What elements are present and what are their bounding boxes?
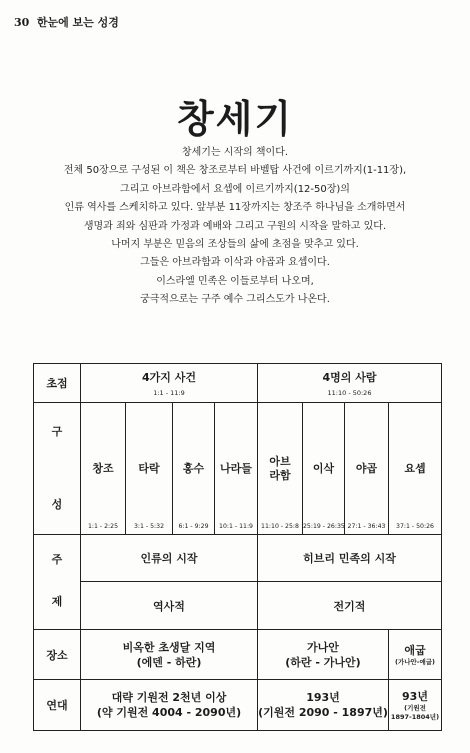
focus-row (34, 364, 442, 403)
event-ref: 6:1 - 9:29 (178, 523, 209, 530)
structure-row (34, 403, 442, 535)
intro-text (20, 144, 450, 310)
intro-line: 전체 50장으로 구성된 이 책은 창조로부터 바벨탑 사건에 이르기까지(1-11장), (63, 165, 407, 177)
theme-label-top: 주 (51, 553, 63, 566)
era-1-span: 대략 기원전 2천년 이상 (111, 691, 227, 704)
focus-people-title: 4명의 사람 (322, 371, 377, 384)
structure-label-top: 구 (51, 425, 63, 438)
person-ref: 11:10 - 25:8 (261, 523, 299, 530)
person-name: 야곱 (355, 461, 378, 475)
era-2-span: 193년 (306, 691, 340, 704)
focus-label: 초점 (34, 364, 81, 403)
era-3-span: 93년 (402, 689, 428, 703)
theme-right-1: 히브리 민족의 시작 (258, 535, 442, 582)
event-name: 홍수 (182, 461, 205, 475)
era-cell-2 (258, 680, 389, 731)
place-1-range: (에덴 - 하란) (136, 655, 202, 669)
person-cell (345, 403, 389, 535)
theme-label-bottom: 제 (51, 595, 63, 608)
theme-left-1: 인류의 시작 (81, 535, 258, 582)
place-cell-1 (81, 630, 258, 680)
era-2-dates: (기원전 2090 - 1897년) (258, 706, 388, 719)
theme-row-1 (34, 535, 442, 582)
place-cell-2 (258, 630, 389, 680)
intro-line: 생명과 죄와 심판과 가정과 예배와 그리고 구원의 시작을 말하고 있다. (83, 220, 387, 232)
place-row (34, 630, 442, 680)
place-2-range: (하란 - 가나안) (285, 655, 361, 669)
event-ref: 1:1 - 2:25 (87, 523, 119, 530)
page-number: 30 (14, 16, 30, 29)
structure-label-bottom: 성 (51, 498, 63, 511)
person-name: 아브 (269, 454, 291, 468)
intro-line: 창세기는 시작의 책이다. (181, 147, 289, 158)
focus-people-ref: 11:10 - 50:26 (327, 389, 372, 397)
place-3-range: (가나안-애굽) (394, 657, 436, 666)
person-ref: 27:1 - 36:43 (347, 523, 386, 530)
event-name: 창조 (92, 461, 114, 475)
structure-label (34, 403, 81, 535)
era-3-dates-b: 1897-1804년) (390, 712, 440, 721)
event-ref: 10:1 - 11:9 (219, 523, 253, 530)
intro-line: 그들은 아브라함과 이삭과 야곱과 요셉이다. (140, 257, 330, 269)
era-1-dates: (약 기원전 4004 - 2090년) (96, 706, 242, 719)
event-cell (173, 403, 215, 535)
era-cell-1 (81, 680, 258, 731)
page-header (14, 14, 119, 30)
event-cell (126, 403, 173, 535)
era-3-dates-a: (기원전 (404, 703, 426, 712)
person-name: 이삭 (312, 461, 335, 475)
chapter-title: 창세기 (176, 97, 294, 141)
book-title: 한눈에 보는 성경 (36, 16, 119, 29)
intro-line: 궁극적으로는 구주 예수 그리스도가 나온다. (140, 294, 330, 306)
era-cell-3 (389, 680, 442, 731)
intro-line: 인류 역사를 스케치하고 있다. 앞부분 11장까지는 창조주 하나님을 소개하면서 (64, 202, 406, 214)
theme-label (34, 535, 81, 630)
person-ref: 25:19 - 26:35 (303, 523, 345, 530)
event-name: 타락 (138, 461, 160, 475)
theme-left-2: 역사적 (81, 582, 258, 630)
theme-right-2: 전기적 (258, 582, 442, 630)
event-name: 나라들 (220, 461, 252, 475)
place-3-name: 애굽 (404, 643, 426, 657)
place-2-name: 가나안 (307, 640, 339, 654)
event-cell (215, 403, 258, 535)
focus-events-ref: 1:1 - 11:9 (153, 389, 185, 397)
place-cell-3 (389, 630, 442, 680)
intro-line: 그리고 아브라함에서 요셉에 이르기까지(12-50장)의 (120, 183, 350, 195)
intro-line: 이스라엘 민족은 이들로부터 나오며, (156, 275, 314, 287)
theme-row-2 (34, 582, 442, 630)
event-ref: 3:1 - 5:32 (133, 523, 165, 530)
focus-people-cell (258, 364, 442, 403)
person-cell (258, 403, 303, 535)
event-cell (81, 403, 126, 535)
place-label: 장소 (34, 630, 81, 680)
focus-events-title: 4가지 사건 (142, 371, 196, 384)
person-cell (303, 403, 345, 535)
intro-line: 나머지 부분은 믿음의 조상들의 삶에 초점을 맞추고 있다. (111, 239, 359, 251)
place-1-name: 비옥한 초생달 지역 (122, 640, 216, 654)
era-row (34, 680, 442, 731)
person-name: 라함 (269, 468, 291, 482)
person-name: 요셉 (404, 461, 426, 475)
person-ref: 37:1 - 50:26 (396, 523, 434, 530)
person-cell (389, 403, 442, 535)
era-label: 연대 (34, 680, 81, 731)
focus-events-cell (81, 364, 258, 403)
genesis-overview-table (33, 363, 442, 731)
